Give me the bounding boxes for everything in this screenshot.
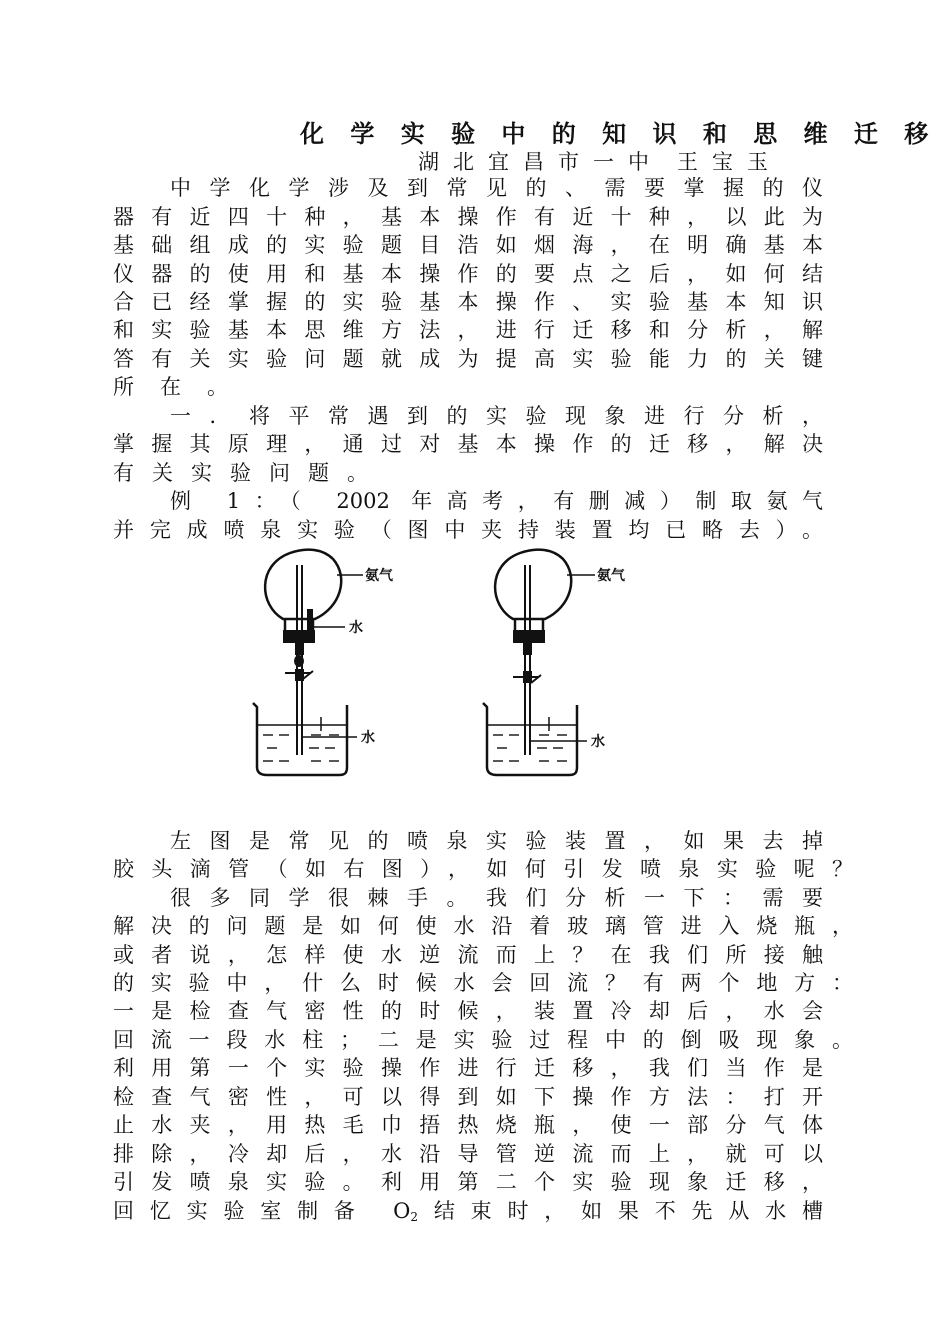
right-apparatus — [483, 550, 595, 775]
left-stopper — [283, 630, 315, 643]
paragraph-line: 检查气密性，可以得到如下操作方法：打开 — [113, 1085, 823, 1109]
paragraph-line: 排除，冷却后，水沿导管逆流而上，就可以 — [113, 1142, 823, 1166]
left-beaker — [253, 703, 347, 775]
left-apparatus — [253, 550, 363, 775]
paragraph-line: 中学化学涉及到常见的、需要掌握的仪 — [170, 176, 823, 200]
paragraph-line: 基础组成的实验题目浩如烟海，在明确基本 — [113, 233, 823, 257]
paragraph-line: 合已经掌握的实验基本操作、实验基本知识 — [113, 290, 823, 314]
paragraph-line: 回流一段水柱；二是实验过程中的倒吸现象。 — [113, 1028, 853, 1052]
example-line: 并完成喷泉实验（图中夹持装置均已略去）。 — [113, 518, 823, 542]
paragraph-line: 的实验中，什么时候水会回流？有两个地方： — [113, 971, 853, 995]
paragraph-line: 胶头滴管（如右图），如何引发喷泉实验呢？ — [113, 857, 853, 881]
section-heading-line: 有关实验问题。 — [113, 461, 386, 485]
author-line — [418, 146, 818, 176]
left-dropper-water-label: 水 — [349, 620, 363, 636]
left-gas-label: 氨气 — [365, 568, 393, 584]
paragraph-line: 解决的问题是如何使水沿着玻璃管进入烧瓶， — [113, 914, 853, 938]
paragraph-line: 止水夹，用热毛巾捂热烧瓶，使一部分气体 — [113, 1113, 823, 1137]
paragraph-line: 左图是常见的喷泉实验装置，如果去掉 — [170, 829, 823, 853]
paragraph-line: 所在。 — [113, 375, 254, 399]
fountain-experiment-figure — [245, 545, 655, 785]
paragraph-line: 和实验基本思维方法，进行迁移和分析，解 — [113, 318, 823, 342]
section-heading-line: 一．将平常遇到的实验现象进行分析， — [170, 404, 823, 428]
paragraph-line: 一是检查气密性的时候，装置冷却后，水会 — [113, 999, 823, 1023]
left-dropper — [307, 609, 313, 631]
author-name: 王宝玉 — [677, 150, 782, 174]
left-flask — [265, 550, 341, 619]
paragraph-line: 或者说，怎样使水逆流而上？在我们所接触 — [113, 943, 823, 967]
apparatus-drawing — [245, 545, 655, 785]
left-beaker-water-label: 水 — [361, 730, 375, 746]
article-title: 化 学 实 验 中 的 知 识 和 思 维 迁 移 — [300, 119, 938, 148]
section-heading-line: 掌握其原理，通过对基本操作的迁移，解决 — [113, 432, 823, 456]
example-line: 例 1：（ 2002 年高考，有删减）制取氨气 — [170, 489, 823, 513]
paragraph-line: 引发喷泉实验。利用第二个实验现象迁移， — [113, 1170, 823, 1194]
right-stopper — [513, 630, 545, 643]
paragraph-line: 器有近四十种，基本操作有近十种，以此为 — [113, 205, 823, 229]
paragraph-line: 仪器的使用和基本操作的要点之后，如何结 — [113, 262, 823, 286]
paragraph-line-last: 回忆实验室制备 $O_2$结束时，如果不先从水槽 — [113, 1199, 823, 1224]
right-flask — [495, 550, 571, 619]
right-beaker-water-label: 水 — [591, 734, 605, 750]
right-gas-label: 氨气 — [597, 568, 625, 584]
paragraph-line: 利用第一个实验操作进行迁移，我们当作是 — [113, 1056, 823, 1080]
author-school: 湖北宜昌市一中 — [418, 150, 663, 174]
paragraph-line: 答有关实验问题就成为提高实验能力的关键 — [113, 347, 823, 371]
paragraph-line: 很多同学很棘手。我们分析一下：需要 — [170, 886, 823, 910]
